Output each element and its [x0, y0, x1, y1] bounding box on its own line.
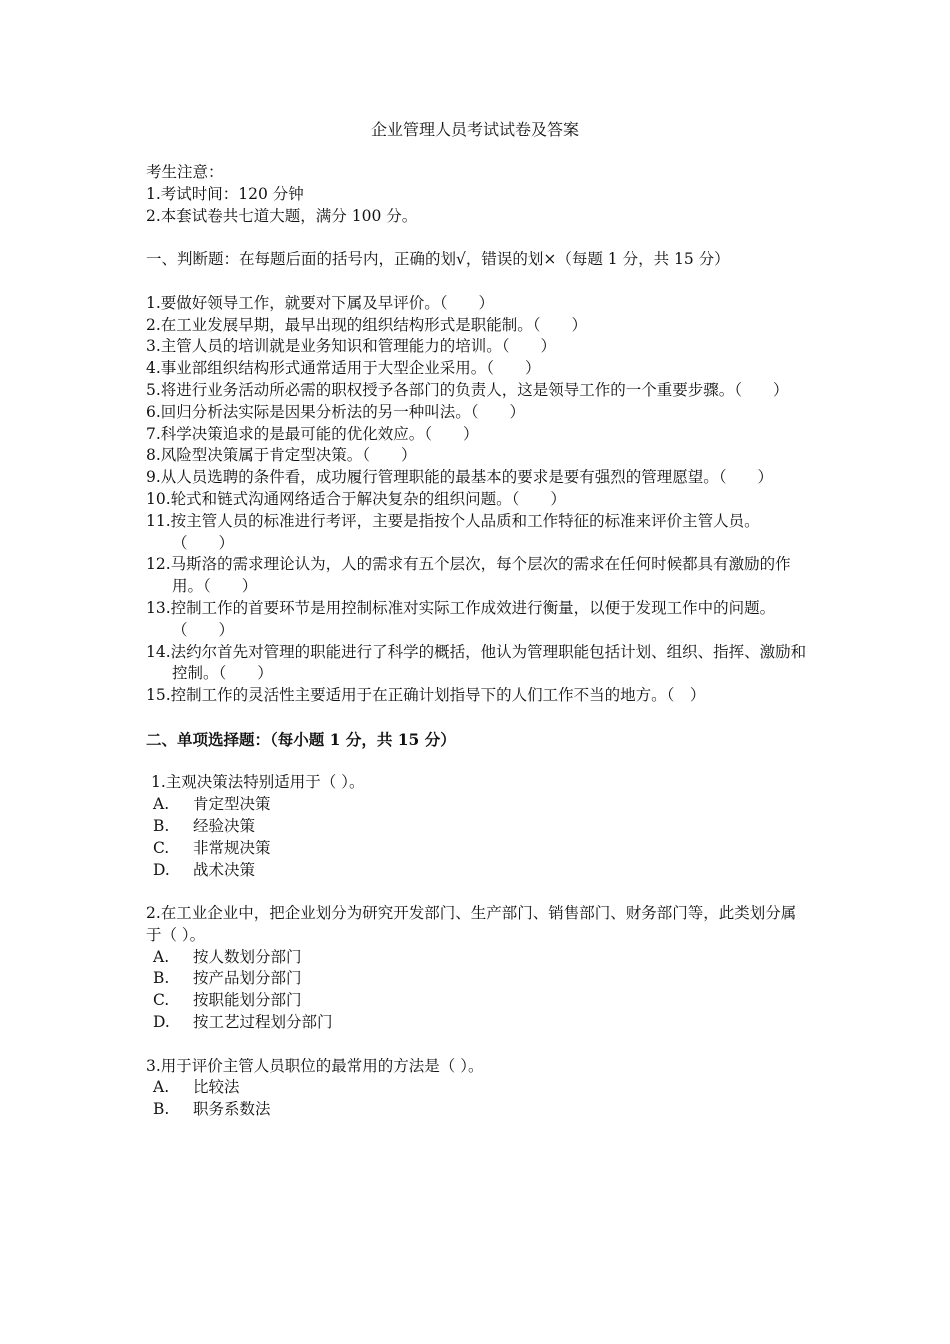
option-key: D. [153, 860, 170, 879]
choice-question-stem: 3.用于评价主管人员职位的最常用的方法是（ ）。 [146, 1056, 484, 1075]
choice-question-stem: 2.在工业企业中，把企业划分为研究开发部门、生产部门、销售部门、财务部门等，此类划分属于（ ）。 [146, 904, 797, 944]
document-body [146, 162, 810, 1121]
option-text: 比较法 [193, 1078, 240, 1097]
option-text: 战术决策 [193, 860, 256, 879]
option-text: 按工艺过程划分部门 [193, 1013, 333, 1032]
judge-question: 15.控制工作的灵活性主要适用于在正确计划指导下的人们工作不当的地方。（ ） [146, 686, 706, 705]
judge-question: 10.轮式和链式沟通网络适合于解决复杂的组织问题。（ ） [146, 489, 566, 508]
option-key: A. [153, 795, 170, 814]
option-text: 经验决策 [193, 816, 256, 835]
option-text: 按产品划分部门 [193, 969, 302, 988]
judge-question: 5.将进行业务活动所必需的职权授予各部门的负责人，这是领导工作的一个重要步骤。（ ） [146, 380, 789, 399]
notice-item: 2.本套试卷共七道大题，满分 100 分。 [146, 206, 418, 225]
choice-option [146, 838, 810, 860]
judge-question: 11.按主管人员的标准进行考评，主要是指按个人品质和工作特征的标准来评价主管人员。 （ ） [146, 511, 768, 552]
option-text: 职务系数法 [193, 1100, 271, 1119]
notice-item: 1.考试时间：120 分钟 [146, 184, 304, 203]
judge-question: 8.风险型决策属于肯定型决策。（ ） [146, 446, 417, 465]
judge-question: 2.在工业发展早期，最早出现的组织结构形式是职能制。（ ） [146, 315, 588, 334]
option-text: 非常规决策 [193, 838, 271, 857]
judge-question: 13.控制工作的首要环节是用控制标准对实际工作成效进行衡量，以便于发现工作中的问题。（ ） [146, 598, 776, 639]
option-key: A. [153, 1078, 170, 1097]
judge-question: 12.马斯洛的需求理论认为，人的需求有五个层次，每个层次的需求在任何时候都具有激励的作用。（ ） [146, 555, 791, 596]
judge-question: 6.回归分析法实际是因果分析法的另一种叫法。（ ） [146, 402, 526, 421]
choice-option [146, 1099, 810, 1121]
judge-question: 4.事业部组织结构形式通常适用于大型企业采用。（ ） [146, 359, 541, 378]
option-key: D. [153, 1013, 170, 1032]
judge-question: 7.科学决策追求的是最可能的优化效应。（ ） [146, 424, 479, 443]
choice-option [146, 1012, 810, 1034]
option-key: C. [153, 838, 170, 857]
option-key: A. [153, 947, 170, 966]
choice-option [146, 860, 810, 882]
option-key: B. [153, 1100, 170, 1119]
choice-option [146, 794, 810, 816]
choice-option [146, 816, 810, 838]
option-text: 按人数划分部门 [193, 947, 302, 966]
judge-question: 14.法约尔首先对管理的职能进行了科学的概括，他认为管理职能包括计划、组织、指挥、激励和控制。（ ） [146, 642, 807, 683]
option-text: 肯定型决策 [193, 795, 271, 814]
option-text: 按职能划分部门 [193, 991, 302, 1010]
judge-question: 3.主管人员的培训就是业务知识和管理能力的培训。（ ） [146, 337, 557, 356]
choice-option [146, 968, 810, 990]
choice-option [146, 990, 810, 1012]
judge-question: 1.要做好领导工作，就要对下属及早评价。（ ） [146, 293, 495, 312]
choice-option [146, 1077, 810, 1099]
document-title: 企业管理人员考试试卷及答案 [370, 120, 579, 139]
section1-heading: 一、判断题：在每题后面的括号内，正确的划√，错误的划×（每题 1 分，共 15 分） [146, 250, 730, 269]
option-key: B. [153, 969, 170, 988]
judge-question: 9.从人员选聘的条件看，成功履行管理职能的最基本的要求是要有强烈的管理愿望。（ ） [146, 468, 774, 487]
choice-question-stem: 1.主观决策法特别适用于（ ）。 [151, 773, 365, 792]
option-key: B. [153, 816, 170, 835]
choice-option [146, 947, 810, 969]
section2-heading: 二、单项选择题：（每小题 1 分，共 15 分） [146, 729, 456, 749]
option-key: C. [153, 991, 170, 1010]
notice-heading: 考生注意： [146, 163, 224, 181]
